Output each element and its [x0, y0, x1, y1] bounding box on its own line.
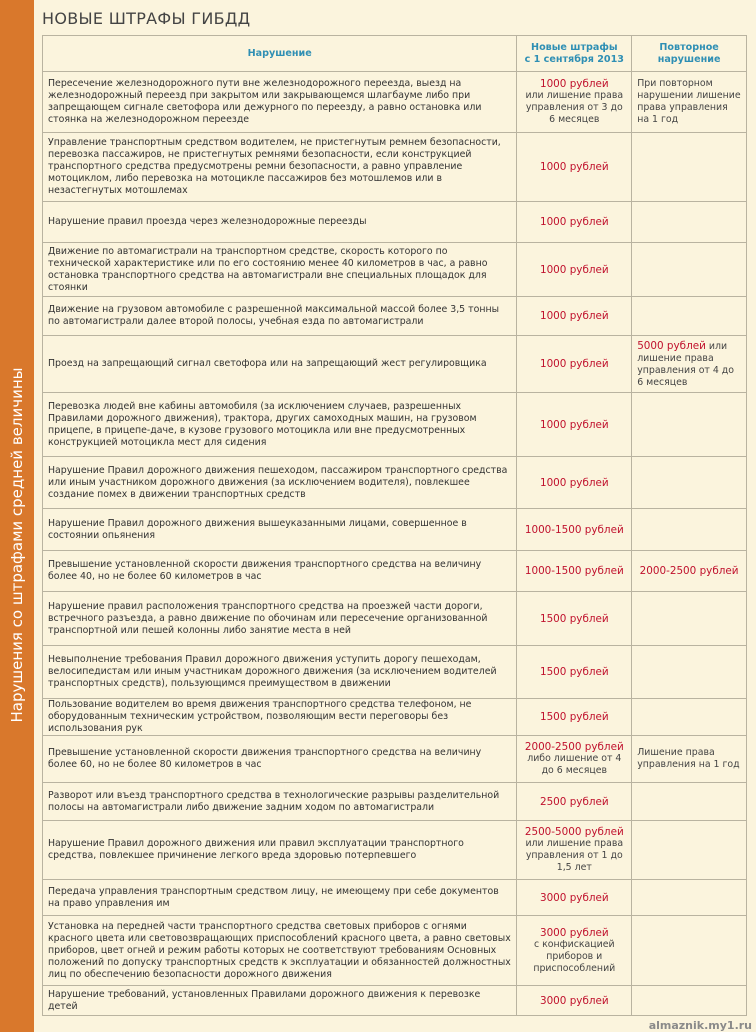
new-fine-cell [517, 551, 632, 592]
repeat-cell [632, 783, 747, 821]
new-fine-cell [517, 243, 632, 297]
header-new-fines-line2: с 1 сентября 2013 [524, 53, 624, 65]
new-fine-cell [517, 393, 632, 457]
table-row [43, 783, 747, 821]
new-fine-cell [517, 592, 632, 646]
header-violation: Нарушение [43, 36, 517, 72]
repeat-cell [632, 72, 747, 133]
fine-amount: 1000 рублей [539, 161, 609, 173]
table-header-row [43, 36, 747, 72]
repeat-fine-amount: 2000-2500 рублей [639, 564, 739, 577]
violation-text: Нарушение правил проезда через железнодорожные переезды [43, 202, 517, 243]
table-row [43, 880, 747, 916]
side-band [0, 0, 34, 1032]
fine-amount: 3000 рублей [539, 926, 609, 939]
table-row [43, 72, 747, 133]
violation-text: Проезд на запрещающий сигнал светофора или на запрещающий жест регулировщика [43, 336, 517, 393]
fine-note: либо лишение от 4 до 6 месяцев [527, 753, 622, 776]
new-fine-cell [517, 202, 632, 243]
violation-text: Превышение установленной скорости движения транспортного средства на величину более 40, но не более 60 километров в час [43, 551, 517, 592]
header-repeat [632, 36, 747, 72]
side-label: Нарушения со штрафами средней величины [8, 367, 26, 723]
table-row [43, 916, 747, 986]
repeat-cell [632, 297, 747, 336]
violation-text: Превышение установленной скорости движения транспортного средства на величину более 60, но не более 80 километров в час [43, 736, 517, 783]
header-new-fines [517, 36, 632, 72]
table-row [43, 202, 747, 243]
repeat-note: или лишение права управления от 4 до 6 месяцев [637, 340, 735, 388]
fine-amount: 1500 рублей [539, 711, 609, 723]
table-row [43, 336, 747, 393]
new-fine-cell [517, 133, 632, 202]
table-row [43, 133, 747, 202]
repeat-cell [632, 821, 747, 880]
violation-text: Разворот или въезд транспортного средства в технологические разрывы разделительной полосы на автомагистрали либо движение задним ходом по автомагистрали [43, 783, 517, 821]
new-fine-cell [517, 509, 632, 551]
violation-text: Движение на грузовом автомобиле с разрешенной максимальной массой более 3,5 тонны по автомагистрали далее второй полосы, учебная езда по автомагистрали [43, 297, 517, 336]
violation-text: Нарушение Правил дорожного движения или правил эксплуатации транспортного средства, повлекшее причинение легкого вреда здоровью потерпевшего [43, 821, 517, 880]
repeat-cell [632, 133, 747, 202]
violation-text: Пользование водителем во время движения транспортного средства телефоном, не оборудованным техническим устройством, позволяющим вести переговоры без использования рук [43, 699, 517, 736]
fine-amount: 1000 рублей [539, 216, 609, 228]
table-row [43, 393, 747, 457]
fine-note: или лишение права управления от 3 до 6 месяцев [525, 90, 624, 125]
table-row [43, 551, 747, 592]
repeat-cell [632, 509, 747, 551]
fine-amount: 1000 рублей [539, 418, 609, 431]
repeat-note: При повторном нарушении лишение права управления на 1 год [637, 78, 741, 125]
repeat-cell [632, 393, 747, 457]
fine-amount: 1000 рублей [539, 310, 609, 322]
repeat-fine-amount: 5000 рублей [637, 339, 706, 352]
repeat-cell [632, 336, 747, 393]
new-fine-cell [517, 699, 632, 736]
header-new-fines-line1: Новые штрафы [531, 41, 618, 53]
fine-amount: 1000-1500 рублей [524, 523, 624, 536]
violation-text: Пересечение железнодорожного пути вне железнодорожного переезда, выезд на железнодорожный переезд при закрытом или закрывающемся шлагбауме либо при запрещающем сигнале светофора или дежурного по переезду, а равно остановка или стоянка на железнодорожном переезде [43, 72, 517, 133]
page-title: НОВЫЕ ШТРАФЫ ГИБДД [42, 9, 251, 28]
violation-text: Нарушение Правил дорожного движения вышеуказанными лицами, совершенное в состоянии опьянения [43, 509, 517, 551]
new-fine-cell [517, 783, 632, 821]
violation-text: Невыполнение требования Правил дорожного движения уступить дорогу пешеходам, велосипедистам или иным участникам дорожного движения (за исключением водителей транспортных средств), пользующимся преимуществом в движении [43, 646, 517, 699]
fine-note: с конфискацией приборов и приспособлений [533, 938, 616, 974]
table-row [43, 699, 747, 736]
new-fine-cell [517, 986, 632, 1016]
repeat-cell [632, 243, 747, 297]
fine-amount: 1000 рублей [539, 476, 609, 489]
violation-text: Нарушение требований, установленных Правилами дорожного движения к перевозке детей [43, 986, 517, 1016]
repeat-cell [632, 986, 747, 1016]
table-row [43, 646, 747, 699]
new-fine-cell [517, 72, 632, 133]
fine-amount: 1500 рублей [539, 612, 609, 625]
violation-text: Управление транспортным средством водителем, не пристегнутым ремнем безопасности, перевозка пассажиров, не пристегнутых ремнями безопасности, если конструкцией транспортного средства предусмотрены ремни безопасности, а равно управление мотоциклом, либо перевозка на мотоцикле пассажиров без мотошлемов или в незастегнутых мотошлемах [43, 133, 517, 202]
fine-amount: 1000-1500 рублей [524, 565, 624, 577]
new-fine-cell [517, 880, 632, 916]
header-repeat-line1: Повторное [659, 41, 719, 53]
violation-text: Перевозка людей вне кабины автомобиля (за исключением случаев, разрешенных Правилами дорожного движения), трактора, других самоходных машин, на грузовом прицепе, в прицепе-даче, в кузове грузового мотоцикла или вне предусмотренных конструкцией мотоцикла мест для сидения [43, 393, 517, 457]
table-row [43, 509, 747, 551]
watermark: almaznik.my1.ru [648, 1019, 752, 1032]
new-fine-cell [517, 297, 632, 336]
new-fine-cell [517, 457, 632, 509]
fine-amount: 2500-5000 рублей [524, 826, 624, 838]
fine-amount: 1000 рублей [539, 358, 609, 370]
fine-note: или лишение права управления от 1 до 1,5 лет [525, 838, 624, 873]
violation-text: Передача управления транспортным средством лицу, не имеющему при себе документов на право управления им [43, 880, 517, 916]
fine-amount: 1500 рублей [539, 666, 609, 678]
new-fine-cell [517, 916, 632, 986]
repeat-cell [632, 646, 747, 699]
table-row [43, 821, 747, 880]
violation-text: Нарушение правил расположения транспортного средства на проезжей части дороги, встречного разъезда, а равно движение по обочинам или пересечение организованной транспортной или пешей колонны либо занятие места в ней [43, 592, 517, 646]
fine-amount: 2500 рублей [539, 795, 609, 808]
fine-amount: 3000 рублей [539, 891, 609, 904]
repeat-cell [632, 699, 747, 736]
fine-amount: 2000-2500 рублей [524, 741, 624, 753]
repeat-cell [632, 736, 747, 783]
repeat-cell [632, 202, 747, 243]
table-row [43, 243, 747, 297]
new-fine-cell [517, 646, 632, 699]
new-fine-cell [517, 821, 632, 880]
repeat-cell [632, 916, 747, 986]
table-row [43, 297, 747, 336]
fines-table [42, 35, 747, 1016]
repeat-cell [632, 551, 747, 592]
table-row [43, 592, 747, 646]
repeat-cell [632, 592, 747, 646]
header-repeat-line2: нарушение [657, 53, 721, 65]
violation-text: Нарушение Правил дорожного движения пешеходом, пассажиром транспортного средства или иным участником дорожного движения (за исключением водителя), повлекшее создание помех в движении транспортных средств [43, 457, 517, 509]
repeat-cell [632, 880, 747, 916]
repeat-cell [632, 457, 747, 509]
violation-text: Установка на передней части транспортного средства световых приборов с огнями красного цвета или световозвращающих приспособлений красного цвета, а равно световых приборов, цвет огней и режим работы которых не соответствуют требованиям Основных положений по допуску транспортных средств к эксплуатации и обязанностей должностных лиц по обеспечению безопасности дорожного движения [43, 916, 517, 986]
new-fine-cell [517, 336, 632, 393]
new-fine-cell [517, 736, 632, 783]
fine-amount: 1000 рублей [539, 263, 609, 276]
table-row [43, 457, 747, 509]
violation-text: Движение по автомагистрали на транспортном средстве, скорость которого по технической характеристике или по его состоянию менее 40 километров в час, а равно остановка транспортного средства на автомагистрали вне специальных площадок для стоянки [43, 243, 517, 297]
table-row [43, 736, 747, 783]
fine-amount: 3000 рублей [539, 994, 609, 1007]
fine-amount: 1000 рублей [539, 78, 609, 90]
table-row [43, 986, 747, 1016]
repeat-note: Лишение права управления на 1 год [637, 747, 740, 770]
